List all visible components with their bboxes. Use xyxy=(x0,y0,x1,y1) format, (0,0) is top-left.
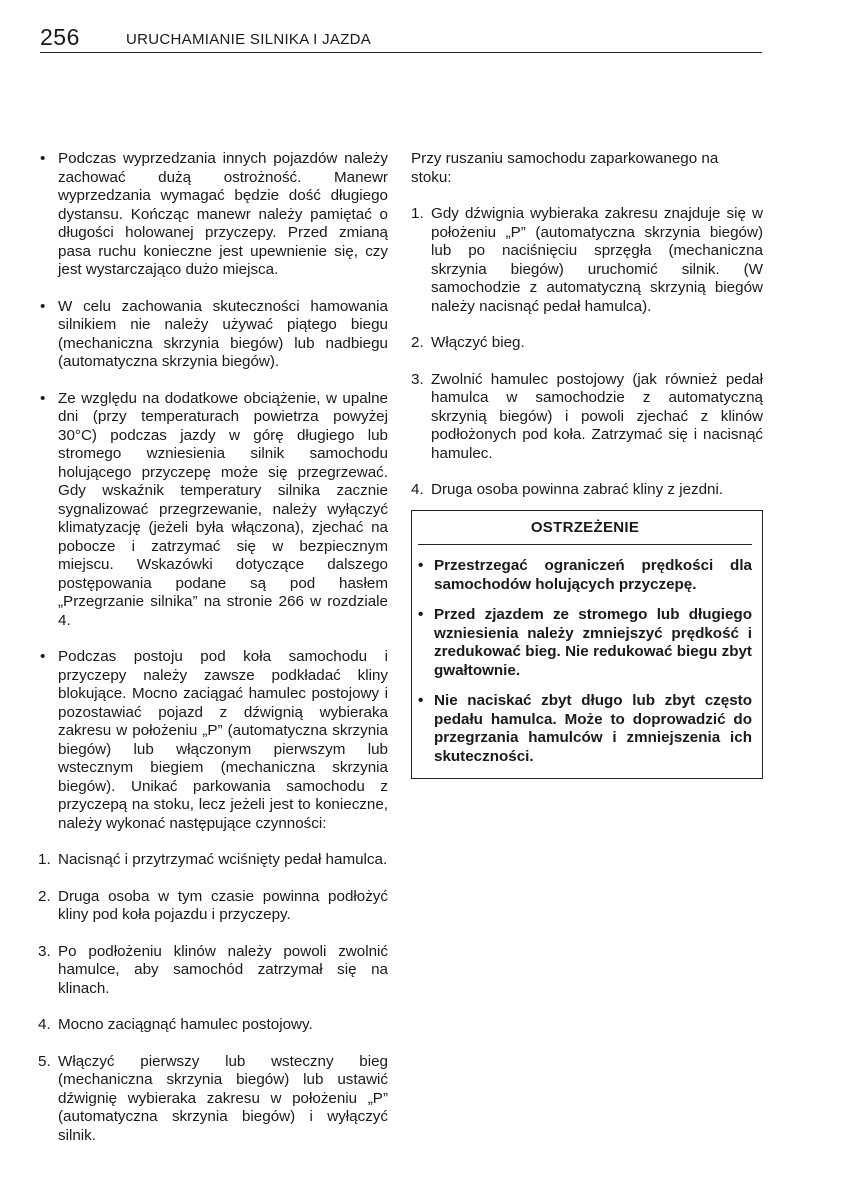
step-item xyxy=(38,888,388,925)
step-item xyxy=(38,1053,388,1146)
bullet-icon: • xyxy=(418,557,424,574)
step-item xyxy=(38,851,388,870)
step-text: Włączyć pierwszy lub wsteczny bieg (mechaniczna skrzynia biegów) lub ustawić dźwignię wybieraka zakresu w położeniu „P” (automatyczna skrzynia biegów) i wyłączyć silnik. xyxy=(58,1052,388,1144)
warning-text: Przed zjazdem ze stromego lub długiego wzniesienia należy zmniejszyć prędkość i zredukować bieg. Nie redukować biegu zbyt gwałtownie. xyxy=(434,606,752,679)
page-header xyxy=(40,26,762,53)
step-item xyxy=(411,334,763,353)
step-item xyxy=(38,943,388,999)
warning-item xyxy=(418,692,752,766)
step-text: Druga osoba w tym czasie powinna podłożyć kliny pod koła pojazdu i przyczepy. xyxy=(58,887,388,923)
step-number: 1. xyxy=(411,205,424,222)
step-number: 4. xyxy=(411,481,424,498)
step-number: 3. xyxy=(411,370,424,388)
step-item xyxy=(411,371,763,464)
bullet-text: Podczas wyprzedzania innych pojazdów należy zachować dużą ostrożność. Manewr wyprzedzania wymagać będzie dość długiego dystansu. Kończąc manewr należy pamiętać o długości holowanej przyczepy. Przed zmianą pasa ruchu konieczne jest upewnienie się, czy jest wystarczająco dużo miejsca. xyxy=(58,150,388,278)
left-column xyxy=(38,150,388,1145)
bullet-icon: • xyxy=(418,606,424,623)
warning-item xyxy=(418,557,752,594)
step-item xyxy=(411,481,763,500)
chapter-title: URUCHAMIANIE SILNIKA I JAZDA xyxy=(126,31,372,48)
step-number: 5. xyxy=(38,1052,51,1070)
step-text: Nacisnąć i przytrzymać wciśnięty pedał hamulca. xyxy=(58,851,388,868)
bullet-text: Podczas postoju pod koła samochodu i przyczepy należy zawsze podkładać kliny blokujące. Mocno zaciągać hamulec postojowy i pozostawiać pojazd z dźwignią wybieraka zakresu w położeniu „P” (automatyczna skrzynia biegów) lub włączonym pierwszym lub wstecznym biegiem (mechaniczna skrzynia biegów). Unikać parkowania samochodu z przyczepą na stoku, lecz jeżeli jest to konieczne, należy wykonać następujące czynności: xyxy=(58,648,388,832)
warning-title: OSTRZEŻENIE xyxy=(418,519,752,546)
bullet-icon: • xyxy=(40,389,46,407)
warning-box xyxy=(411,510,763,780)
step-text: Włączyć bieg. xyxy=(431,334,525,351)
step-number: 3. xyxy=(38,942,51,960)
right-column xyxy=(411,150,763,779)
bullet-icon: • xyxy=(40,150,46,167)
step-item xyxy=(38,1016,388,1035)
step-number: 2. xyxy=(411,334,424,351)
step-item xyxy=(411,205,763,316)
step-text: Gdy dźwignia wybieraka zakresu znajduje się w położeniu „P” (automatyczna skrzynia biegów) lub po naciśnięciu sprzęgła (mechaniczna skrzynia biegów) uruchomić silnik. (W samochodzie z automatyczną skrzynią biegów należy nacisnąć pedał hamulca). xyxy=(431,205,763,315)
bullet-text: W celu zachowania skuteczności hamowania silnikiem nie należy używać piątego biegu (mechaniczna skrzynia biegów) lub nadbiegu (automatyczna skrzynia biegów). xyxy=(58,297,388,370)
step-number: 2. xyxy=(38,887,51,905)
bullet-icon: • xyxy=(418,692,424,709)
step-text: Druga osoba powinna zabrać kliny z jezdni. xyxy=(431,481,724,498)
bullet-paragraph xyxy=(38,648,388,833)
bullet-icon: • xyxy=(40,648,46,665)
warning-text: Nie naciskać zbyt długo lub zbyt często pedału hamulca. Może to doprowadzić do przegrzania hamulców i zmniejszenia ich skuteczności. xyxy=(434,692,752,765)
bullet-icon: • xyxy=(40,297,46,315)
right-intro: Przy ruszaniu samochodu zaparkowanego na stoku: xyxy=(411,150,719,186)
bullet-paragraph xyxy=(38,298,388,372)
step-text: Mocno zaciągnąć hamulec postojowy. xyxy=(58,1016,313,1033)
warning-text: Przestrzegać ograniczeń prędkości dla samochodów holujących przyczepę. xyxy=(434,557,752,593)
step-number: 4. xyxy=(38,1016,51,1033)
warning-item xyxy=(418,606,752,680)
step-number: 1. xyxy=(38,851,51,868)
step-text: Po podłożeniu klinów należy powoli zwolnić hamulce, aby samochód zatrzymał się na klinach. xyxy=(58,942,388,997)
page-number: 256 xyxy=(40,24,80,50)
bullet-paragraph xyxy=(38,150,388,280)
step-text: Zwolnić hamulec postojowy (jak również pedał hamulca w samochodzie z automatyczną skrzynią biegów) i powoli zjechać z klinów podłożonych pod koła. Zatrzymać się i nacisnąć hamulec. xyxy=(431,370,763,462)
bullet-text: Ze względu na dodatkowe obciążenie, w upalne dni (przy temperaturach powietrza powyżej 30°C) podczas jazdy w górę długiego lub stromego wzniesienia silnik samochodu holującego przyczepę może się przegrzewać. Gdy wskaźnik temperatury silnika zacznie sygnalizować przegrzewanie, należy wyłączyć klimatyzację (jeżeli była włączona), zjechać na pobocze i zatrzymać się w bezpiecznym miejscu. Wskazówki dotyczące dalszego postępowania podane są pod hasłem „Przegrzanie silnika” na stronie 266 w rozdziale 4. xyxy=(58,389,388,629)
bullet-paragraph xyxy=(38,390,388,631)
